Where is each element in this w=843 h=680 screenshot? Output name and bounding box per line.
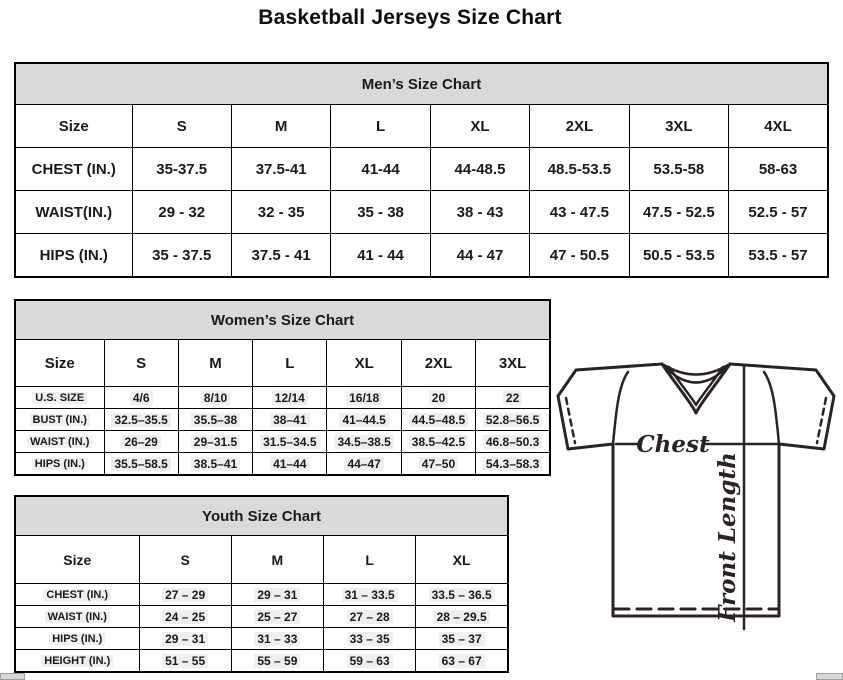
table-cell: 35.5–38 (178, 409, 252, 431)
table-cell: 41-44 (331, 148, 430, 191)
table-title-row (15, 300, 550, 340)
mens-size-chart-table (14, 62, 829, 278)
table-cell: 20 (401, 387, 475, 409)
table-cell: 44–47 (327, 453, 401, 476)
youth-size-chart-table (14, 495, 509, 673)
jersey-diagram-svg (552, 352, 840, 642)
table-cell: 35 - 38 (331, 191, 430, 234)
row-label: BUST (IN.) (15, 409, 104, 431)
table-cell: 48.5-53.5 (530, 148, 629, 191)
table-cell: 54.3–58.3 (476, 453, 550, 476)
table-cell: 47 - 50.5 (530, 234, 629, 278)
table-cell: 63 – 67 (416, 650, 508, 673)
header-cell: 3XL (476, 340, 550, 387)
table-cell: 29 – 31 (231, 584, 323, 606)
header-cell: M (231, 536, 323, 584)
table-cell: 35.5–58.5 (104, 453, 178, 476)
header-cell: 2XL (530, 105, 629, 148)
youth-chart-title: Youth Size Chart (15, 496, 508, 536)
chest-measure-label: Chest (636, 431, 710, 458)
table-cell: 26–29 (104, 431, 178, 453)
table-cell: 59 – 63 (324, 650, 416, 673)
table-cell: 52.8–56.5 (476, 409, 550, 431)
table-cell: 29 - 32 (132, 191, 231, 234)
table-cell: 31.5–34.5 (253, 431, 327, 453)
table-cell: 16/18 (327, 387, 401, 409)
table-cell: 50.5 - 53.5 (629, 234, 728, 278)
table-cell: 47.5 - 52.5 (629, 191, 728, 234)
table-cell: 33 – 35 (324, 628, 416, 650)
header-cell: XL (430, 105, 529, 148)
table-cell: 38.5–41 (178, 453, 252, 476)
table-cell: 51 – 55 (139, 650, 231, 673)
jersey-outline-left (558, 364, 834, 616)
table-cell: 22 (476, 387, 550, 409)
table-cell: 28 – 29.5 (416, 606, 508, 628)
table-cell: 43 - 47.5 (530, 191, 629, 234)
table-cell: 33.5 – 36.5 (416, 584, 508, 606)
table-title-row (15, 63, 828, 105)
row-label: WAIST (IN.) (15, 431, 104, 453)
left-armhole-seam (613, 372, 628, 444)
table-cell: 38.5–42.5 (401, 431, 475, 453)
table-cell: 47–50 (401, 453, 475, 476)
header-cell: S (132, 105, 231, 148)
table-row (15, 584, 508, 606)
front-length-measure-label: Front Length (714, 452, 741, 622)
table-cell: 37.5-41 (231, 148, 330, 191)
header-cell: XL (416, 536, 508, 584)
row-label: WAIST(IN.) (15, 191, 132, 234)
table-cell: 58-63 (729, 148, 828, 191)
table-row (15, 453, 550, 476)
table-cell: 46.8–50.3 (476, 431, 550, 453)
table-cell: 8/10 (178, 387, 252, 409)
table-title-row (15, 496, 508, 536)
table-header-row (15, 340, 550, 387)
table-cell: 27 – 28 (324, 606, 416, 628)
row-label: CHEST (IN.) (15, 148, 132, 191)
table-cell: 41–44.5 (327, 409, 401, 431)
table-cell: 32 - 35 (231, 191, 330, 234)
table-cell: 31 – 33 (231, 628, 323, 650)
row-label: CHEST (IN.) (15, 584, 139, 606)
table-cell: 37.5 - 41 (231, 234, 330, 278)
left-cuff-dashed-line (566, 398, 575, 443)
header-cell: Size (15, 536, 139, 584)
page-title: Basketball Jerseys Size Chart (258, 6, 562, 29)
header-cell: Size (15, 340, 104, 387)
table-cell: 35 – 37 (416, 628, 508, 650)
table-row (15, 234, 828, 278)
womens-size-chart-table (14, 299, 551, 476)
table-cell: 53.5 - 57 (729, 234, 828, 278)
header-cell: 4XL (729, 105, 828, 148)
header-cell: XL (327, 340, 401, 387)
row-label: U.S. SIZE (15, 387, 104, 409)
table-cell: 38 - 43 (430, 191, 529, 234)
header-cell: 3XL (629, 105, 728, 148)
table-cell: 52.5 - 57 (729, 191, 828, 234)
table-cell: 35-37.5 (132, 148, 231, 191)
row-label: WAIST (IN.) (15, 606, 139, 628)
table-cell: 27 – 29 (139, 584, 231, 606)
right-cuff-dashed-line (817, 398, 826, 443)
table-cell: 12/14 (253, 387, 327, 409)
table-row (15, 650, 508, 673)
header-cell: M (231, 105, 330, 148)
right-armhole-seam (764, 372, 779, 444)
table-header-row (15, 105, 828, 148)
table-cell: 4/6 (104, 387, 178, 409)
table-cell: 53.5-58 (629, 148, 728, 191)
jersey-measurement-diagram (552, 352, 840, 642)
table-row (15, 606, 508, 628)
table-row (15, 387, 550, 409)
row-label: HIPS (IN.) (15, 453, 104, 476)
table-cell: 35 - 37.5 (132, 234, 231, 278)
table-cell: 24 – 25 (139, 606, 231, 628)
mens-chart-title: Men’s Size Chart (15, 63, 828, 105)
row-label: HIPS (IN.) (15, 234, 132, 278)
table-cell: 32.5–35.5 (104, 409, 178, 431)
table-row (15, 191, 828, 234)
table-cell: 44-48.5 (430, 148, 529, 191)
table-row (15, 148, 828, 191)
row-label: HIPS (IN.) (15, 628, 139, 650)
header-cell: 2XL (401, 340, 475, 387)
table-row (15, 409, 550, 431)
header-cell: M (178, 340, 252, 387)
table-header-row (15, 536, 508, 584)
header-cell: L (253, 340, 327, 387)
table-cell: 41 - 44 (331, 234, 430, 278)
table-cell: 25 – 27 (231, 606, 323, 628)
header-cell: S (104, 340, 178, 387)
table-row (15, 431, 550, 453)
header-cell: L (324, 536, 416, 584)
table-cell: 29–31.5 (178, 431, 252, 453)
header-cell: Size (15, 105, 132, 148)
table-cell: 38–41 (253, 409, 327, 431)
table-cell: 55 – 59 (231, 650, 323, 673)
header-cell: S (139, 536, 231, 584)
table-row (15, 628, 508, 650)
header-cell: L (331, 105, 430, 148)
table-cell: 31 – 33.5 (324, 584, 416, 606)
table-cell: 41–44 (253, 453, 327, 476)
table-cell: 44 - 47 (430, 234, 529, 278)
womens-chart-title: Women’s Size Chart (15, 300, 550, 340)
row-label: HEIGHT (IN.) (15, 650, 139, 673)
table-cell: 29 – 31 (139, 628, 231, 650)
table-cell: 44.5–48.5 (401, 409, 475, 431)
table-cell: 34.5–38.5 (327, 431, 401, 453)
